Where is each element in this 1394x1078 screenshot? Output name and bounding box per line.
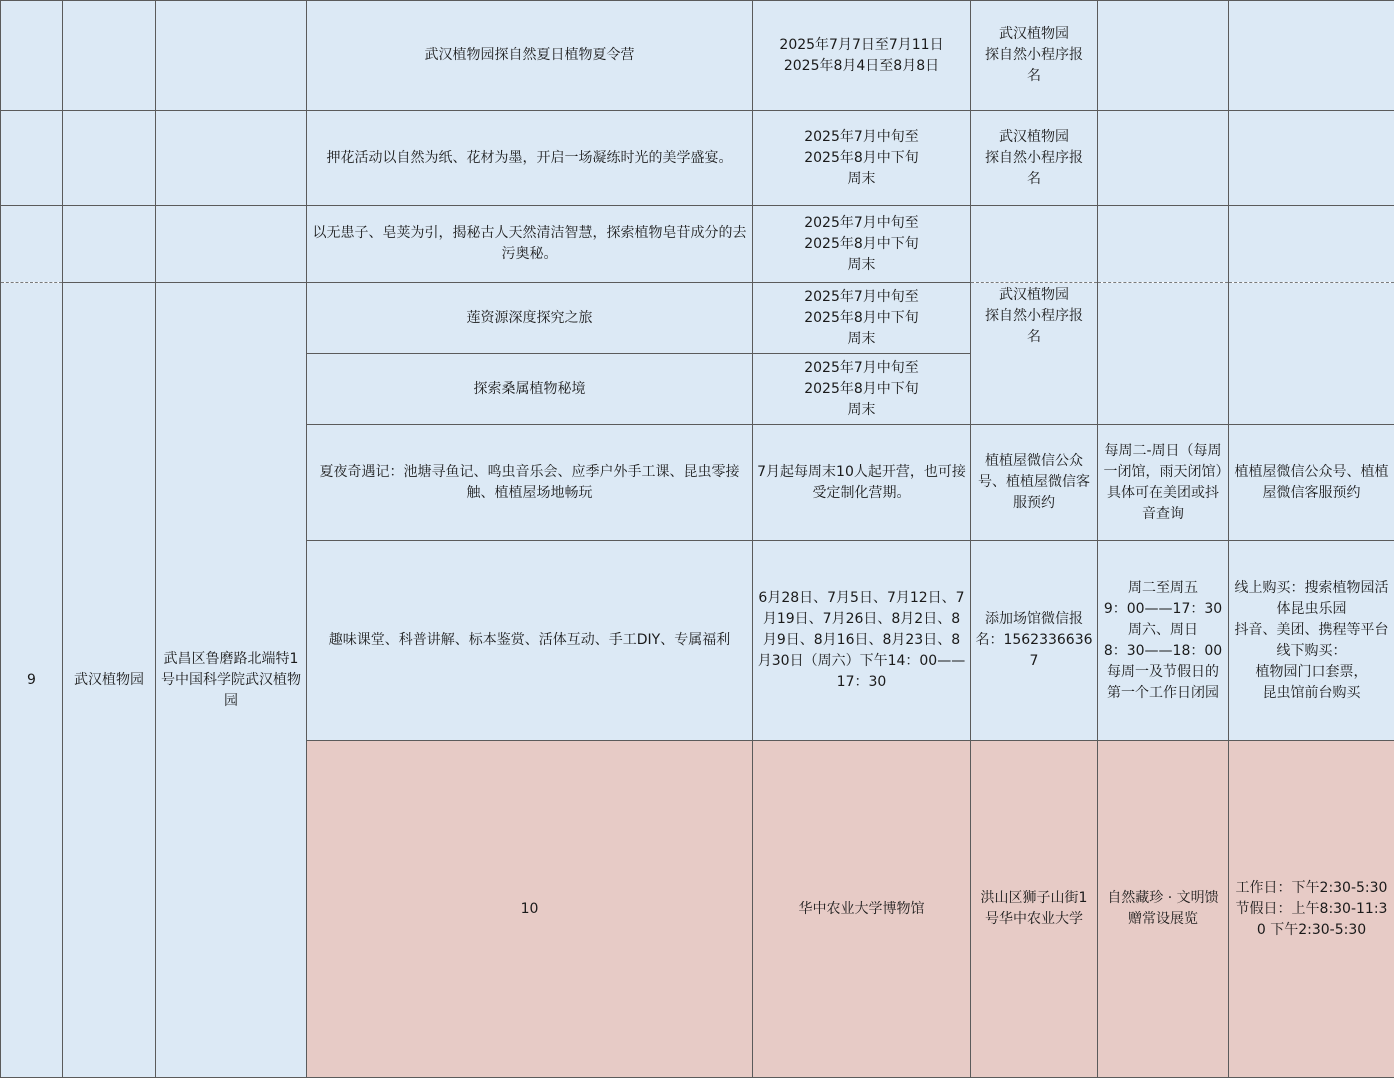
hours-cell[interactable] [1098, 111, 1229, 206]
address-cell[interactable] [156, 1, 307, 111]
table-row [1, 1, 1394, 111]
time-cell[interactable]: 2025年7月中旬至 2025年8月中下旬 周末 [753, 283, 971, 354]
index-cell[interactable] [1, 206, 63, 283]
ticket-cell[interactable] [1229, 1, 1394, 111]
activity-cell[interactable]: 押花活动以自然为纸、花材为墨，开启一场凝练时光的美学盛宴。 [307, 111, 753, 206]
time-cell[interactable]: 7月起每周末10人起开营，也可接受定制化营期。 [753, 425, 971, 541]
signup-cell[interactable]: 武汉植物园 探自然小程序报 名 [971, 111, 1098, 206]
time-cell[interactable]: 2025年7月中旬至 2025年8月中下旬 周末 [753, 111, 971, 206]
hours-cell[interactable]: 每周二-周日（每周一闭馆，雨天闭馆）具体可在美团或抖音查询 [1098, 425, 1229, 541]
venue-cell[interactable] [63, 1, 156, 111]
signup-cell[interactable] [971, 206, 1098, 283]
activity-cell[interactable]: 自然藏珍 · 文明馈赠常设展览 [1098, 741, 1229, 1078]
table-row [1, 111, 1394, 206]
venue-cell[interactable]: 武汉植物园 [63, 283, 156, 1078]
venue-cell[interactable] [63, 111, 156, 206]
activity-cell[interactable]: 趣味课堂、科普讲解、标本鉴赏、活体互动、手工DIY、专属福利 [307, 541, 753, 741]
time-cell[interactable]: 2025年7月7日至7月11日 2025年8月4日至8月8日 [753, 1, 971, 111]
ticket-cell[interactable] [1229, 111, 1394, 206]
activity-cell[interactable]: 莲资源深度探究之旅 [307, 283, 753, 354]
activity-cell[interactable]: 探索桑属植物秘境 [307, 354, 753, 425]
venue-cell[interactable] [63, 206, 156, 283]
hours-cell[interactable] [1098, 283, 1229, 425]
signup-cell[interactable]: 植植屋微信公众号、植植屋微信客服预约 [971, 425, 1098, 541]
venue-cell[interactable]: 华中农业大学博物馆 [753, 741, 971, 1078]
ticket-cell[interactable] [1229, 283, 1394, 425]
address-cell[interactable] [156, 206, 307, 283]
index-cell[interactable] [1, 1, 63, 111]
ticket-cell[interactable]: 植植屋微信公众号、植植屋微信客服预约 [1229, 425, 1394, 541]
hours-cell[interactable]: 周二至周五 9：00——17：30 周六、周日 8：30——18：00 每周一及节假日的第一个工作日闭园 [1098, 541, 1229, 741]
index-cell[interactable]: 9 [1, 283, 63, 1078]
time-cell[interactable]: 2025年7月中旬至 2025年8月中下旬 周末 [753, 206, 971, 283]
time-cell[interactable]: 工作日：下午2:30-5:30 节假日：上午8:30-11:30 下午2:30-5:30 [1229, 741, 1394, 1078]
time-cell[interactable]: 6月28日、7月5日、7月12日、7月19日、7月26日、8月2日、8月9日、8月16日、8月23日、8月30日（周六）下午14：00——17：30 [753, 541, 971, 741]
time-cell[interactable]: 2025年7月中旬至 2025年8月中下旬 周末 [753, 354, 971, 425]
activity-cell[interactable]: 以无患子、皂荚为引，揭秘古人天然清洁智慧，探索植物皂苷成分的去污奥秘。 [307, 206, 753, 283]
index-cell[interactable]: 10 [307, 741, 753, 1078]
activity-cell[interactable]: 武汉植物园探自然夏日植物夏令营 [307, 1, 753, 111]
hours-cell[interactable] [1098, 206, 1229, 283]
address-cell[interactable] [156, 111, 307, 206]
signup-cell[interactable]: 添加场馆微信报名：15623366367 [971, 541, 1098, 741]
signup-cell[interactable]: 武汉植物园 探自然小程序报 名 [971, 1, 1098, 111]
activity-cell[interactable]: 夏夜奇遇记：池塘寻鱼记、鸣虫音乐会、应季户外手工课、昆虫零接触、植植屋场地畅玩 [307, 425, 753, 541]
index-cell[interactable] [1, 111, 63, 206]
ticket-cell[interactable] [1229, 206, 1394, 283]
hours-cell[interactable] [1098, 1, 1229, 111]
table-row [1, 206, 1394, 283]
address-cell[interactable]: 洪山区狮子山街1号华中农业大学 [971, 741, 1098, 1078]
signup-cell[interactable]: 武汉植物园 探自然小程序报 名 [971, 283, 1098, 425]
ticket-cell[interactable]: 线上购买：搜索植物园活体昆虫乐园 抖音、美团、携程等平台 线下购买： 植物园门口套票， 昆虫馆前台购买 [1229, 541, 1394, 741]
address-cell[interactable]: 武昌区鲁磨路北端特1号中国科学院武汉植物园 [156, 283, 307, 1078]
table-row [1, 283, 1394, 354]
